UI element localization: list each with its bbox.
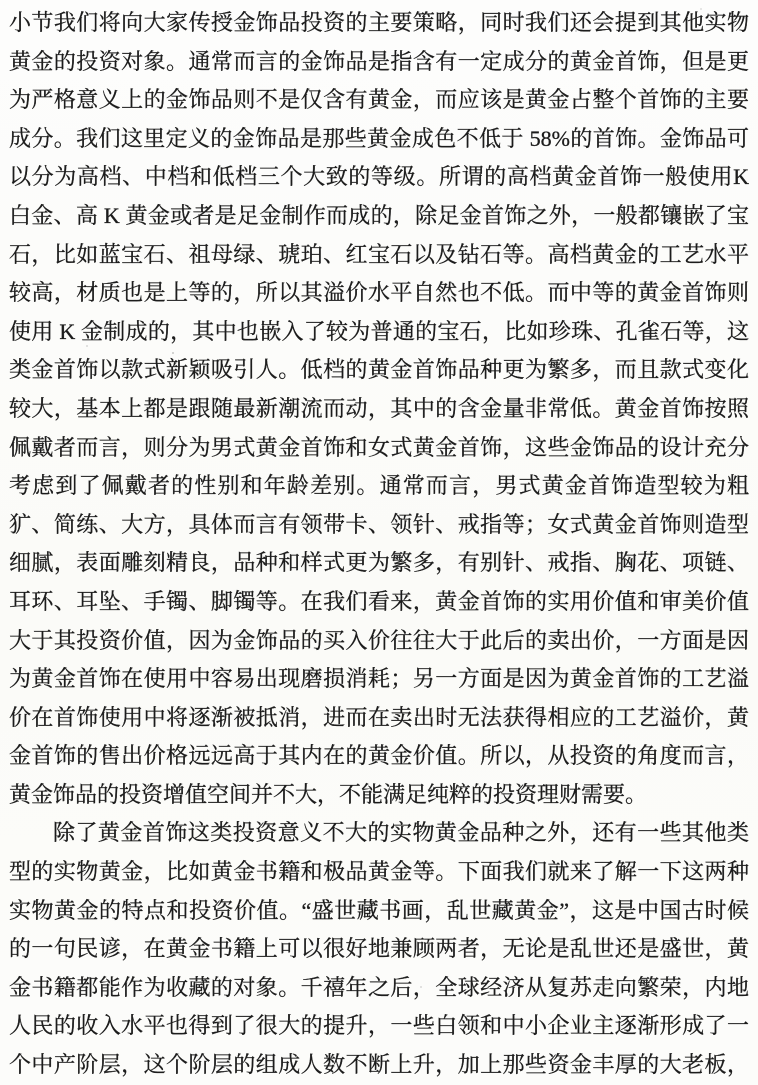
text-line: 较大，基本上都是跟随最新潮流而动，其中的含金量非常低。黄金首饰按照 bbox=[9, 395, 749, 421]
text-line: 考虑到了佩戴者的性别和年龄差别。通常而言，男式黄金首饰造型较为粗 bbox=[9, 473, 749, 499]
text-line: 犷、简练、大方，具体而言有领带卡、领针、戒指等；女式黄金首饰则造型 bbox=[9, 511, 749, 537]
text-line: 型的实物黄金，比如黄金书籍和极品黄金等。下面我们就来了解一下这两种 bbox=[9, 859, 749, 885]
text-line: 除了黄金首饰这类投资意义不大的实物黄金品种之外，还有一些其他类 bbox=[53, 820, 749, 846]
text-line: 为严格意义上的金饰品则不是仅含有黄金，而应该是黄金占整个首饰的主要 bbox=[9, 87, 749, 113]
text-line: 的一句民谚，在黄金书籍上可以很好地兼顾两者，无论是乱世还是盛世，黄 bbox=[9, 936, 749, 962]
text-line: 黄金饰品的投资增值空间并不大，不能满足纯粹的投资理财需要。 bbox=[9, 781, 648, 807]
text-line: 为黄金首饰在使用中容易出现磨损消耗；另一方面是因为黄金首饰的工艺溢 bbox=[9, 666, 749, 692]
scan-speckles bbox=[0, 0, 2, 2]
text-line: 石，比如蓝宝石、祖母绿、琥珀、红宝石以及钻石等。高档黄金的工艺水平 bbox=[9, 241, 749, 267]
text-line: 白金、高 K 黄金或者是足金制作而成的，除足金首饰之外，一般都镶嵌了宝 bbox=[9, 202, 749, 228]
text-line: 价在首饰使用中将逐渐被抵消，进而在卖出时无法获得相应的工艺溢价，黄 bbox=[9, 704, 749, 730]
text-line: 金首饰的售出价格远远高于其内在的黄金价值。所以，从投资的角度而言， bbox=[9, 743, 749, 769]
text-line: 个中产阶层，这个阶层的组成人数不断上升，加上那些资金丰厚的大老板， bbox=[9, 1052, 749, 1078]
text-line: 实物黄金的特点和投资价值。“盛世藏书画，乱世藏黄金”，这是中国古时候 bbox=[9, 897, 749, 923]
text-line: 以分为高档、中档和低档三个大致的等级。所谓的高档黄金首饰一般使用K bbox=[9, 164, 749, 190]
text-line: 大于其投资价值，因为金饰品的买入价往往大于此后的卖出价，一方面是因 bbox=[9, 627, 749, 653]
text-line: 金书籍都能作为收藏的对象。千禧年之后，全球经济从复苏走向繁荣，内地 bbox=[9, 974, 749, 1000]
text-line: 佩戴者而言，则分为男式黄金首饰和女式黄金首饰，这些金饰品的设计充分 bbox=[9, 434, 749, 460]
page-text bbox=[9, 4, 749, 1085]
text-line: 使用 K 金制成的，其中也嵌入了较为普通的宝石，比如珍珠、孔雀石等，这 bbox=[9, 318, 749, 344]
text-line: 较高，材质也是上等的，所以其溢价水平自然也不低。而中等的黄金首饰则 bbox=[9, 280, 749, 306]
text-line: 人民的收入水平也得到了很大的提升，一些白领和中小企业主逐渐形成了一 bbox=[9, 1013, 749, 1039]
text-line: 耳环、耳坠、手镯、脚镯等。在我们看来，黄金首饰的实用价值和审美价值 bbox=[9, 588, 749, 614]
text-line: 成分。我们这里定义的金饰品是那些黄金成色不低于 58%的首饰。金饰品可 bbox=[9, 125, 749, 151]
text-line: 黄金的投资对象。通常而言的金饰品是指含有一定成分的黄金首饰，但是更 bbox=[9, 48, 749, 74]
text-line: 类金首饰以款式新颖吸引人。低档的黄金首饰品种更为繁多，而且款式变化 bbox=[9, 357, 749, 383]
text-line: 小节我们将向大家传授金饰品投资的主要策略，同时我们还会提到其他实物 bbox=[9, 10, 749, 35]
text-line: 细腻，表面雕刻精良，品种和样式更为繁多，有别针、戒指、胸花、项链、 bbox=[9, 550, 749, 576]
